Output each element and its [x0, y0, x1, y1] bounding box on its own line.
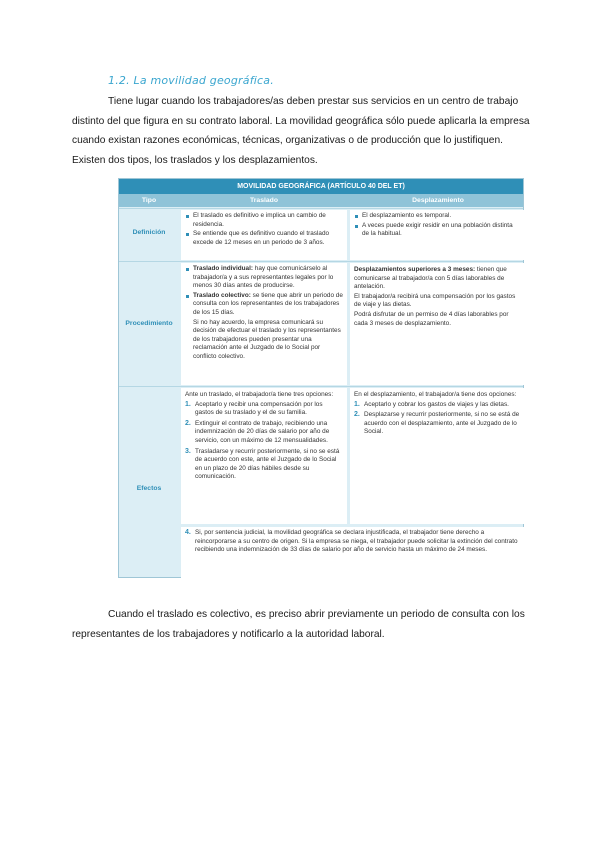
item-number: 1. [354, 400, 360, 408]
cell-efectos-desplazamiento [350, 388, 525, 524]
intro-paragraph-text: Tiene lugar cuando los trabajadores/as deben prestar sus servicios en un centro de trabajo distinto del que figura en su contrato laboral. La movilidad geográfica sólo puede aplicarla la empresa cuando existan razones económicas, técnicas, organizativas o de producción que lo justifiquen. Existen dos tipos, los traslados y los desplazamientos. [72, 96, 530, 166]
list-item: Se entiende que es definitivo cuando el traslado excede de 12 meses en un periodo de 3 años. [185, 230, 343, 247]
closing-paragraph [72, 605, 534, 644]
desplazamiento-superior-body: tienen que comunicarse al trabajador/a con 5 días laborables de antelación. [354, 266, 507, 291]
table-title: MOVILIDAD GEOGRÁFICA (ARTÍCULO 40 DEL ET) [119, 179, 523, 194]
header-tipo: Tipo [141, 197, 157, 204]
list-item: A veces puede exigir residir en una población distinta de la habitual. [354, 222, 521, 239]
list-item [185, 401, 343, 418]
item-number: 3. [185, 447, 191, 455]
table-row-procedimiento [119, 261, 523, 386]
list-item [185, 529, 521, 555]
list-item [185, 292, 343, 318]
item-text: Si, por sentencia judicial, la movilidad geográfica se declara injustificada, el trabajador tiene derecho a reincorporarse a su centro de origen. Si la empresa se niega, el trabajador puede solicitar la extinción del contrato recibiendo una indemnización de 33 días de salario por año de servicio hasta un máximo de 24 meses. [195, 529, 518, 554]
traslado-colectivo-text: se tiene que abrir un periodo de consulta con los representantes de los trabajadores de los 15 días. [193, 291, 343, 316]
desplazamiento-superior-label: Desplazamientos superiores a 3 meses: [354, 266, 476, 273]
desplazamiento-superior-text [354, 266, 521, 292]
geographic-mobility-table [118, 178, 524, 578]
header-desplazamiento: Desplazamiento [412, 197, 464, 204]
traslado-individual-label: Traslado individual: [193, 265, 254, 272]
item-number: 2. [354, 411, 360, 419]
table-header-row [119, 194, 523, 207]
item-text: Aceptarlo y cobrar los gastos de viajes y las dietas. [364, 400, 509, 408]
item-number: 1. [185, 400, 191, 408]
list-item [185, 420, 343, 446]
row-label-efectos: Efectos [136, 485, 162, 492]
list-item [185, 448, 343, 482]
cell-efectos-traslado [181, 388, 347, 524]
efectos-traslado-intro: Ante un traslado, el trabajador/a tiene tres opciones: [185, 391, 334, 398]
section-heading: 1.2. La movilidad geográfica. [108, 74, 274, 87]
table-row-efectos [119, 386, 523, 579]
item-number: 2. [185, 419, 191, 427]
item-text: Aceptarlo y recibir una compensación por los gastos de su traslado y el de su familia. [195, 400, 323, 417]
traslado-extra-text: Si no hay acuerdo, la empresa comunicará su decisión de efectuar el traslado y los representantes de los trabajadores pueden presentar una reclamación ante el Juzgado de lo Social por conflicto colectivo. [193, 318, 341, 360]
list-item [185, 265, 343, 291]
cell-definicion-desplazamiento [350, 210, 525, 260]
cell-procedimiento-desplazamiento [350, 263, 525, 385]
cell-procedimiento-traslado [181, 263, 347, 385]
intro-paragraph [72, 92, 534, 170]
list-item: El traslado es definitivo e implica un cambio de residencia. [185, 212, 343, 229]
list-item [354, 401, 521, 410]
table-row-definicion [119, 208, 523, 261]
closing-paragraph-text: Cuando el traslado es colectivo, es preciso abrir previamente un periodo de consulta con los representantes de los trabajadores y notificarlo a la autoridad laboral. [72, 609, 525, 640]
cell-efectos-common [181, 527, 525, 578]
cell-definicion-traslado [181, 210, 347, 260]
item-text: Trasladarse y recurrir posteriormente, si no se está de acuerdo con este, ante el Juzgado de lo Social en un plazo de 20 días hábiles desde su comunicación. [195, 447, 340, 481]
traslado-colectivo-label: Traslado colectivo: [193, 291, 251, 299]
list-item [354, 411, 521, 437]
item-text: Extinguir el contrato de trabajo, recibiendo una indemnización de 20 días de salario por año de servicio, con un máximo de 12 mensualidades. [195, 419, 330, 444]
desplazamiento-permiso: Podrá disfrutar de un permiso de 4 días laborables por cada 3 meses de desplazamiento. [354, 310, 509, 327]
row-label-procedimiento: Procedimiento [125, 320, 173, 327]
traslado-individual-text: hay que comunicárselo al trabajador/a y a sus representantes legales por lo menos 30 días antes de producirse. [193, 265, 334, 290]
item-number: 4. [185, 529, 191, 536]
item-text: Desplazarse y recurrir posteriormente, si no se está de acuerdo con el desplazamiento, ante el Juzgado de lo Social. [364, 411, 520, 436]
header-traslado: Traslado [250, 197, 278, 204]
desplazamiento-compensacion: El trabajador/a recibirá una compensación por los gastos de viaje y las dietas. [354, 292, 516, 309]
efectos-desp-intro: En el desplazamiento, el trabajador/a tiene dos opciones: [354, 391, 517, 398]
list-item: El desplazamiento es temporal. [354, 212, 521, 221]
row-label-definicion: Definición [132, 229, 166, 236]
